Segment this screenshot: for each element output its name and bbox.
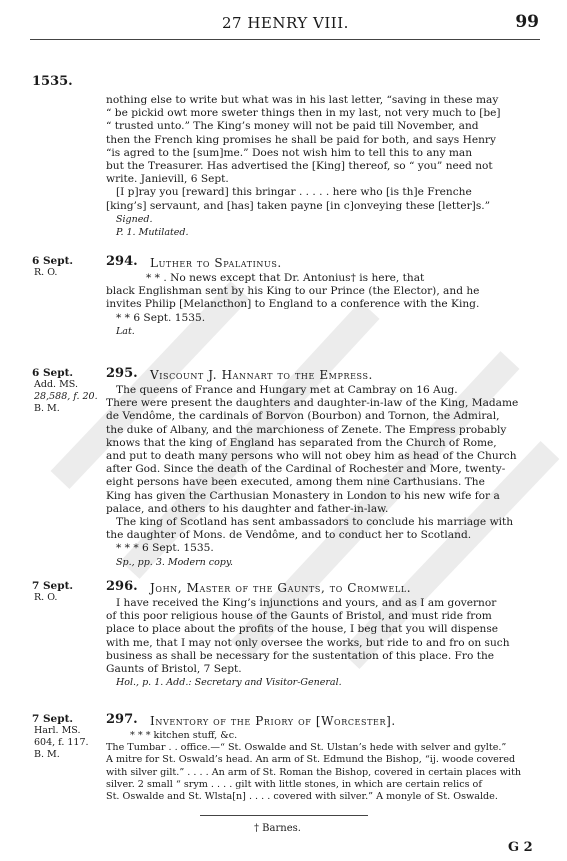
- text-line: but the Treasurer. Has advertised the [King] thereof, so “ you” need not: [106, 160, 493, 173]
- text-line: “is agred to the [sum]me.” Does not wish him to tell this to any man: [106, 146, 473, 159]
- text-line: The Tumbar . . office.—“ St. Oswalde and St. Ulstan’s hede with selver and gylte.”: [106, 742, 507, 754]
- entry-note: Lat.: [116, 325, 135, 337]
- text-line: black Englishman sent by his King to our Prince (the Elector), and he: [106, 285, 480, 298]
- text-line: “ trusted unto.” The King’s money will not be paid till November, and: [106, 120, 479, 133]
- text-line: [king’s] servaunt, and [has] taken payne [in c]onveying these [letter]s.”: [106, 199, 491, 212]
- text-line: eight persons have been executed, among them nine Carthusians. The: [106, 476, 485, 489]
- continuation-text: [106, 94, 536, 239]
- text-line: the duke of Albany, and the marchioness of Zenete. The Empress probably: [106, 423, 507, 436]
- text-line: the daughter of Mons. de Vendôme, and to conduct her to Scotland.: [106, 529, 472, 542]
- text-line: nothing else to write but what was in his last letter, “saving in these may: [106, 94, 499, 106]
- entry-ref: B. M.: [34, 749, 60, 760]
- signature-mark: G 2: [508, 840, 533, 855]
- text-line: with me, that I may not only oversee the works, but ride to and fro on such: [106, 636, 510, 649]
- text-line: write. Janievill, 6 Sept.: [106, 173, 229, 186]
- text-line: Gaunts of Bristol, 7 Sept.: [106, 663, 242, 676]
- text-line: The queens of France and Hungary met at Cambray on 16 Aug.: [116, 384, 458, 396]
- entry-ref: 28,588, f. 20.: [34, 391, 98, 402]
- entry-date: 7 Sept.: [32, 580, 74, 592]
- text-line: King has given the Carthusian Monastery in London to his new wife for a: [106, 489, 500, 502]
- text-line: after God. Since the death of the Cardinal of Rochester and More, twenty-: [106, 463, 506, 476]
- text-line: Signed.: [116, 213, 153, 225]
- footnote-rule: [200, 815, 368, 816]
- running-header-title: 27 HENRY VIII.: [222, 14, 349, 32]
- entry-296-text: [106, 597, 536, 689]
- text-line: silver. 2 small “ srym . . . . gilt with little stones, in which are certain relics of: [106, 778, 482, 790]
- entry-297-margin: [32, 713, 98, 761]
- entry-ref: 604, f. 117.: [34, 737, 89, 748]
- entry-note: Sp., pp. 3. Modern copy.: [116, 556, 234, 568]
- text-line: * * 6 Sept. 1535.: [116, 311, 206, 324]
- text-line: St. Oswalde and St. Wlsta[n] . . . . covered with silver.” A monyle of St. Oswalde.: [106, 791, 498, 803]
- year-margin: 1535.: [32, 74, 73, 89]
- text-line: knows that the king of England has separated from the Church of Rome,: [106, 436, 497, 449]
- text-line: * * * kitchen stuff, &c.: [130, 730, 238, 741]
- text-line: A mitre for St. Oswald’s head. An arm of St. Edmund the Bishop, “ij. woode covered: [106, 754, 516, 766]
- text-line: then the French king promises he shall be paid for both, and says Henry: [106, 133, 496, 146]
- entry-ref: Harl. MS.: [34, 725, 81, 736]
- entry-note: Hol., p. 1. Add.: Secretary and Visitor-General.: [116, 677, 342, 689]
- entry-295-text: [106, 384, 536, 569]
- entry-ref: R. O.: [34, 267, 58, 278]
- text-line: de Vendôme, the cardinals of Borvon (Bourbon) and Tornon, the Admiral,: [106, 410, 500, 423]
- entry-number: 296.: [106, 579, 138, 594]
- entry-date: 7 Sept.: [32, 713, 74, 725]
- text-line: I have received the King’s injunctions and yours, and as I am governor: [116, 597, 497, 609]
- entry-ref: B. M.: [34, 403, 60, 414]
- text-line: place to place about the profits of the house, I beg that you will dispense: [106, 623, 499, 636]
- text-line: “ be pickid owt more sweter things then in my last, not very much to [be]: [106, 107, 501, 120]
- entry-title: Viscount J. Hannart to the Empress.: [150, 368, 373, 382]
- text-line: There were present the daughters and daughter-in-law of the King, Madame: [106, 397, 519, 410]
- text-line: with silver gilt.” . . . . An arm of St. Roman the Bishop, covered in certain places with: [106, 766, 522, 778]
- entry-date: 6 Sept.: [32, 255, 74, 267]
- entry-295-margin: [32, 367, 98, 415]
- text-line: [I p]ray you [reward] this bringar . . . . . here who [is th]e Frenche: [116, 186, 472, 199]
- entry-294-margin: [32, 255, 98, 279]
- entry-number: 294.: [106, 254, 138, 269]
- text-line: and put to death many persons who will not obey him as head of the Church: [106, 450, 517, 463]
- entry-ref: R. O.: [34, 592, 58, 603]
- entry-date: 6 Sept.: [32, 367, 74, 379]
- text-line: palace, and others to his daughter and father-in-law.: [106, 502, 389, 515]
- entry-296-margin: [32, 580, 98, 604]
- entry-297-text: [106, 730, 536, 803]
- header-rule: [30, 39, 540, 40]
- text-line: * * * 6 Sept. 1535.: [116, 542, 214, 555]
- text-line: of this poor religious house of the Gaunts of Bristol, and must ride from: [106, 610, 492, 623]
- entry-number: 295.: [106, 366, 138, 381]
- entry-title: Inventory of the Priory of [Worcester].: [150, 714, 396, 728]
- footnote: † Barnes.: [254, 823, 301, 834]
- text-line: The king of Scotland has sent ambassadors to conclude his marriage with: [116, 516, 514, 529]
- entry-title: John, Master of the Gaunts, to Cromwell.: [150, 581, 412, 595]
- entry-ref: Add. MS.: [34, 379, 78, 390]
- text-line: * * . No news except that Dr. Antonius† is here, that: [146, 272, 425, 284]
- text-line: invites Philip [Melancthon] to England to a conference with the King.: [106, 298, 480, 311]
- entry-note: P. 1. Mutilated.: [116, 227, 189, 239]
- entry-number: 297.: [106, 712, 138, 727]
- page-number: 99: [515, 12, 539, 32]
- entry-title: Luther to Spalatinus.: [150, 256, 282, 270]
- text-line: business as shall be necessary for the sustentation of this place. Fro the: [106, 649, 495, 662]
- entry-294-text: [106, 272, 536, 338]
